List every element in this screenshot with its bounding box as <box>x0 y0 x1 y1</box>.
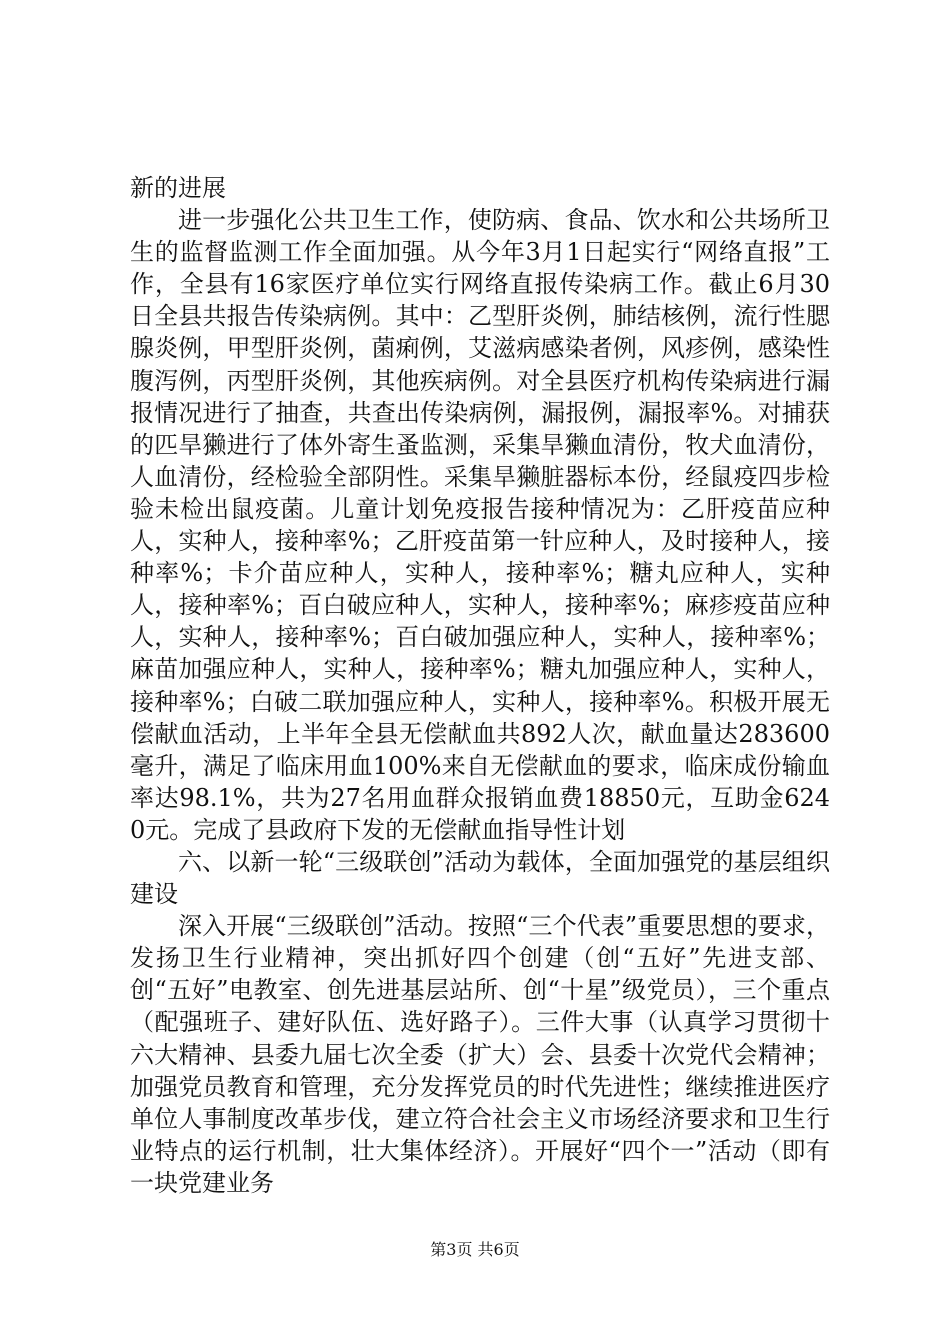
paragraph-continuation: 新的进展 <box>130 174 226 202</box>
section-heading-six: 六、以新一轮“三级联创”活动为载体，全面加强党的基层组织建设 <box>130 847 830 909</box>
document-body <box>130 172 830 1199</box>
paragraph-three-level-campaign: 深入开展“三级联创”活动。按照“三个代表”重要思想的要求，发扬卫生行业精神，突出抓好四个创建（创“五好”先进支部、创“五好”电教室、创先进基层站所、创“十星”级党员），三个重点（配强班子、建好队伍、选好路子）。三件大事（认真学习贯彻十六大精神、县委九届七次全委（扩大）会、县委十次党代会精神；加强党员教育和管理，充分发挥党员的时代先进性；继续推进医疗单位人事制度改革步伐，建立符合社会主义市场经济要求和卫生行业特点的运行机制，壮大集体经济）。开展好“四个一”活动（即有一块党建业务 <box>130 912 830 1197</box>
page-number-footer: 第3页 共6页 <box>430 1240 520 1259</box>
paragraph-public-health: 进一步强化公共卫生工作，使防病、食品、饮水和公共场所卫生的监督监测工作全面加强。从今年3月1日起实行“网络直报”工作，全县有16家医疗单位实行网络直报传染病工作。截止6月30日全县共报告传染病例。其中：乙型肝炎例，肺结核例，流行性腮腺炎例，甲型肝炎例，菌痢例，艾滋病感染者例，风疹例，感染性腹泻例，丙型肝炎例，其他疾病例。对全县医疗机构传染病进行漏报情况进行了抽查，共查出传染病例，漏报例，漏报率%。对捕获的匹旱獭进行了体外寄生蚤监测，采集旱獭血清份，牧犬血清份，人血清份，经检验全部阴性。采集旱獭脏器标本份，经鼠疫四步检验未检出鼠疫菌。儿童计划免疫报告接种情况为：乙肝疫苗应种人，实种人，接种率%；乙肝疫苗第一针应种人，及时接种人，接种率%；卡介苗应种人，实种人，接种率%；糖丸应种人，实种人，接种率%；百白破应种人，实种人，接种率%；麻疹疫苗应种人，实种人，接种率%；百白破加强应种人，实种人，接种率%；麻苗加强应种人，实种人，接种率%；糖丸加强应种人，实种人，接种率%；白破二联加强应种人，实种人，接种率%。积极开展无偿献血活动，上半年全县无偿献血共892人次，献血量达283600毫升，满足了临床用血100%来自无偿献血的要求，临床成份输血率达98.1%，共为27名用血群众报销血费18850元，互助金6240元。完成了县政府下发的无偿献血指导性计划 <box>130 206 830 844</box>
